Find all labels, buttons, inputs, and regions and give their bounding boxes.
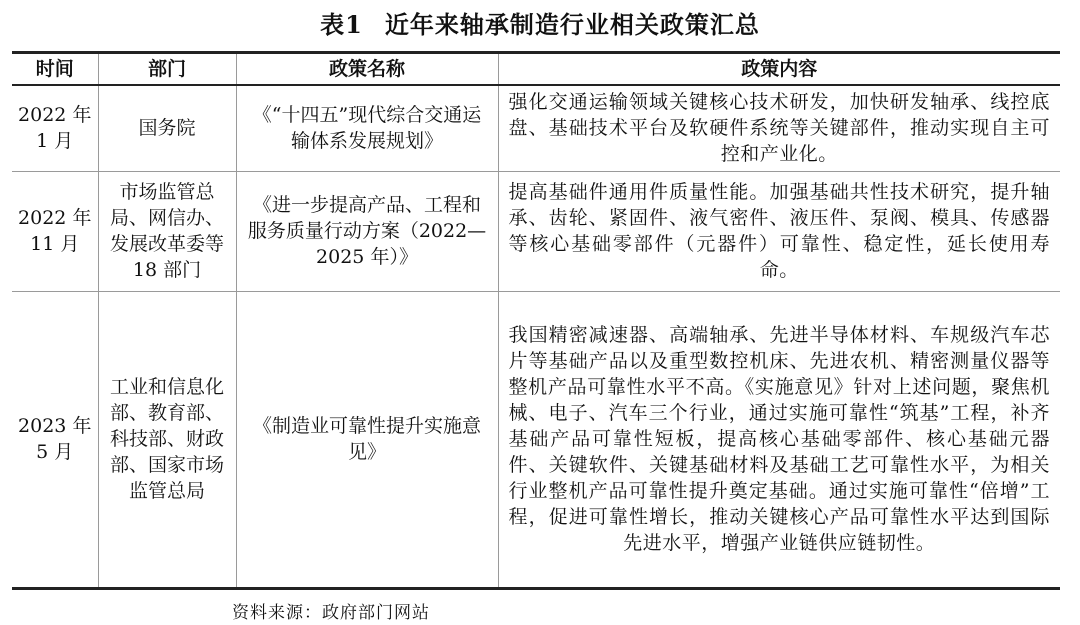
policy-table-frame bbox=[12, 51, 1060, 590]
cell-department: 市场监管总局、网信办、发展改革委等 18 部门 bbox=[98, 171, 236, 291]
cell-policy-name: 《“十四五”现代综合交通运输体系发展规划》 bbox=[236, 85, 498, 171]
cell-department: 工业和信息化部、教育部、科技部、财政部、国家市场监管总局 bbox=[98, 291, 236, 587]
header-time: 时间 bbox=[12, 54, 98, 85]
data-source-note: 资料来源：政府部门网站 bbox=[232, 603, 430, 623]
cell-policy-name: 《制造业可靠性提升实施意见》 bbox=[236, 291, 498, 587]
policy-table bbox=[12, 54, 1060, 587]
table-title bbox=[0, 6, 1080, 44]
cell-policy-content: 我国精密减速器、高端轴承、先进半导体材料、车规级汽车芯片等基础产品以及重型数控机床、先进农机、精密测量仪器等整机产品可靠性水平不高。《实施意见》针对上述问题，聚焦机械、电子、汽车三个行业，通过实施可靠性“筑基”工程，补齐基础产品可靠性短板，提高核心基础零部件、核心基础元器件、关键软件、关键基础材料及基础工艺可靠性水平，为相关行业整机产品可靠性提升奠定基础。通过实施可靠性“倍增”工程，促进可靠性增长，推动关键核心产品可靠性水平达到国际先进水平，增强产业链供应链韧性。 bbox=[498, 291, 1060, 587]
cell-policy-content: 强化交通运输领域关键核心技术研发，加快研发轴承、线控底盘、基础技术平台及软硬件系统等关键部件，推动实现自主可控和产业化。 bbox=[498, 85, 1060, 171]
cell-department: 国务院 bbox=[98, 85, 236, 171]
table-row bbox=[12, 171, 1060, 291]
table-title-text: 近年来轴承制造行业相关政策汇总 bbox=[384, 10, 760, 39]
cell-policy-content: 提高基础件通用件质量性能。加强基础共性技术研究，提升轴承、齿轮、紧固件、液气密件、液压件、泵阀、模具、传感器等核心基础零部件（元器件）可靠性、稳定性，延长使用寿命。 bbox=[498, 171, 1060, 291]
cell-policy-name: 《进一步提高产品、工程和服务质量行动方案（2022—2025 年）》 bbox=[236, 171, 498, 291]
cell-time: 2023 年 5 月 bbox=[12, 291, 98, 587]
cell-time: 2022 年 1 月 bbox=[12, 85, 98, 171]
header-policy-content: 政策内容 bbox=[498, 54, 1060, 85]
header-policy-name: 政策名称 bbox=[236, 54, 498, 85]
table-row bbox=[12, 85, 1060, 171]
table-header-row bbox=[12, 54, 1060, 85]
cell-time: 2022 年 11 月 bbox=[12, 171, 98, 291]
header-department: 部门 bbox=[98, 54, 236, 85]
table-number: 表1 bbox=[320, 10, 363, 39]
table-row bbox=[12, 291, 1060, 587]
